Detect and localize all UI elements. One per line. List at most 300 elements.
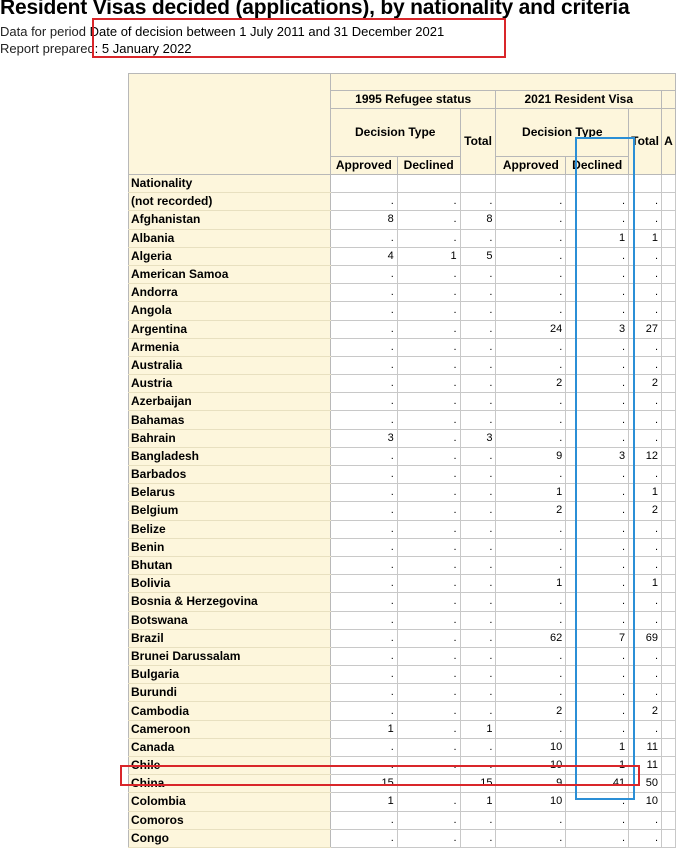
value-cell: .: [629, 684, 662, 702]
value-cell: .: [330, 265, 397, 283]
value-cell: .: [330, 738, 397, 756]
value-cell-partial: [662, 775, 676, 793]
value-cell: .: [330, 484, 397, 502]
table-row: [129, 829, 676, 847]
nationality-cell: Belarus: [129, 484, 331, 502]
value-cell: 1: [330, 720, 397, 738]
value-cell: .: [330, 593, 397, 611]
report-title: Resident Visas decided (applications), by nationality and criteria: [0, 0, 630, 19]
value-cell: .: [460, 229, 496, 247]
value-cell: .: [629, 666, 662, 684]
value-cell: .: [460, 484, 496, 502]
value-cell-partial: [662, 265, 676, 283]
value-cell: .: [629, 338, 662, 356]
value-cell: .: [397, 393, 460, 411]
value-cell: .: [629, 611, 662, 629]
nationality-cell: Congo: [129, 829, 331, 847]
value-cell: .: [330, 356, 397, 374]
value-cell: .: [629, 593, 662, 611]
value-cell: .: [330, 375, 397, 393]
value-cell-partial: [662, 720, 676, 738]
value-cell: .: [397, 484, 460, 502]
value-cell: 3: [330, 429, 397, 447]
value-cell: .: [397, 611, 460, 629]
value-cell: 10: [496, 793, 566, 811]
value-cell: .: [566, 793, 629, 811]
value-cell-partial: [662, 302, 676, 320]
period-value: Date of decision between 1 July 2011 and 31 December 2021: [89, 24, 445, 39]
value-cell-partial: [662, 647, 676, 665]
nationality-cell: Algeria: [129, 247, 331, 265]
value-cell: .: [566, 811, 629, 829]
value-cell-partial: [662, 593, 676, 611]
value-cell: .: [397, 520, 460, 538]
value-cell: .: [496, 593, 566, 611]
value-cell-partial: [662, 393, 676, 411]
value-cell-partial: [662, 811, 676, 829]
value-cell-partial: [662, 611, 676, 629]
nationality-cell: Austria: [129, 375, 331, 393]
declined-header-2: Declined: [566, 156, 629, 174]
header-corner: [129, 74, 331, 175]
nationality-cell: Bhutan: [129, 556, 331, 574]
value-cell: 8: [460, 211, 496, 229]
value-cell: .: [496, 393, 566, 411]
value-cell: .: [566, 666, 629, 684]
value-cell-partial: [662, 338, 676, 356]
value-cell-partial: [662, 211, 676, 229]
value-cell: .: [397, 829, 460, 847]
approved-header-2: Approved: [496, 156, 566, 174]
value-cell: .: [629, 829, 662, 847]
total-header-2: Total: [629, 109, 662, 175]
nationality-cell: Brazil: [129, 629, 331, 647]
value-cell-partial: [662, 684, 676, 702]
value-cell: 1: [629, 229, 662, 247]
value-cell: .: [460, 629, 496, 647]
value-cell: .: [496, 429, 566, 447]
value-cell: .: [496, 666, 566, 684]
value-cell: .: [566, 356, 629, 374]
value-cell: .: [496, 302, 566, 320]
value-cell: 2: [496, 375, 566, 393]
value-cell: .: [460, 829, 496, 847]
value-cell: .: [397, 811, 460, 829]
value-cell: .: [397, 593, 460, 611]
nationality-cell: Armenia: [129, 338, 331, 356]
value-cell: .: [566, 593, 629, 611]
value-cell: 10: [496, 738, 566, 756]
china-row-highlight-box: [120, 765, 640, 786]
value-cell: .: [460, 447, 496, 465]
value-cell: .: [496, 284, 566, 302]
value-cell: .: [330, 647, 397, 665]
value-cell: .: [330, 338, 397, 356]
value-cell: 15: [460, 775, 496, 793]
nationality-cell: Barbados: [129, 466, 331, 484]
nationality-cell: Bangladesh: [129, 447, 331, 465]
value-cell: .: [460, 757, 496, 775]
value-cell: .: [330, 611, 397, 629]
value-cell-partial: [662, 757, 676, 775]
value-cell: 8: [330, 211, 397, 229]
value-cell-partial: [662, 429, 676, 447]
value-cell: .: [566, 284, 629, 302]
group-header-resident: 2021 Resident Visa: [496, 91, 662, 109]
value-cell: .: [629, 193, 662, 211]
value-cell: .: [397, 757, 460, 775]
value-cell: 1: [629, 484, 662, 502]
value-cell: .: [460, 502, 496, 520]
value-cell: .: [460, 611, 496, 629]
value-cell: 11: [629, 757, 662, 775]
value-cell: .: [397, 211, 460, 229]
period-label: Data for period: [0, 24, 86, 39]
value-cell: .: [566, 411, 629, 429]
value-cell: .: [397, 538, 460, 556]
period-highlight-box: [89, 18, 506, 58]
decision-type-header-1: Decision Type: [330, 109, 460, 157]
value-cell: .: [330, 302, 397, 320]
value-cell: .: [330, 538, 397, 556]
value-cell-partial: [662, 447, 676, 465]
value-cell: .: [629, 466, 662, 484]
value-cell: .: [397, 193, 460, 211]
nationality-cell: Azerbaijan: [129, 393, 331, 411]
value-cell: .: [629, 211, 662, 229]
value-cell: .: [460, 193, 496, 211]
nationality-cell: Afghanistan: [129, 211, 331, 229]
value-cell-partial: [662, 247, 676, 265]
value-cell: .: [496, 338, 566, 356]
value-cell: .: [460, 702, 496, 720]
value-cell: 2: [629, 702, 662, 720]
value-cell-partial: [662, 738, 676, 756]
value-cell-partial: [662, 702, 676, 720]
nationality-cell: China: [129, 775, 331, 793]
value-cell: .: [460, 593, 496, 611]
value-cell: .: [629, 556, 662, 574]
value-cell: .: [566, 556, 629, 574]
value-cell: .: [629, 647, 662, 665]
value-cell: .: [397, 375, 460, 393]
value-cell: .: [460, 647, 496, 665]
value-cell: .: [460, 684, 496, 702]
value-cell: .: [496, 247, 566, 265]
value-cell: .: [496, 411, 566, 429]
value-cell: .: [566, 702, 629, 720]
value-cell: .: [496, 193, 566, 211]
value-cell-partial: [662, 520, 676, 538]
value-cell: .: [397, 466, 460, 484]
value-cell: .: [460, 575, 496, 593]
value-cell: .: [460, 538, 496, 556]
nationality-cell: Belize: [129, 520, 331, 538]
value-cell: 1: [460, 720, 496, 738]
value-cell: .: [496, 611, 566, 629]
value-cell: .: [397, 738, 460, 756]
value-cell: 41: [566, 775, 629, 793]
value-cell: .: [460, 811, 496, 829]
value-cell: .: [566, 338, 629, 356]
decision-type-header-2: Decision Type: [496, 109, 629, 157]
value-cell: .: [566, 520, 629, 538]
nationality-cell: Botswana: [129, 611, 331, 629]
value-cell: .: [397, 338, 460, 356]
value-cell: .: [330, 193, 397, 211]
approved-header-1: Approved: [330, 156, 397, 174]
value-cell: 2: [496, 702, 566, 720]
value-cell-partial: [662, 666, 676, 684]
value-cell: .: [397, 647, 460, 665]
value-cell: 2: [496, 502, 566, 520]
value-cell: .: [397, 666, 460, 684]
group-header-next: [662, 91, 676, 109]
value-cell: .: [397, 556, 460, 574]
value-cell: .: [397, 302, 460, 320]
value-cell: .: [460, 556, 496, 574]
value-cell: .: [566, 302, 629, 320]
value-cell: .: [629, 302, 662, 320]
value-cell: .: [330, 684, 397, 702]
nationality-cell: Cambodia: [129, 702, 331, 720]
value-cell-partial: [662, 502, 676, 520]
report-label: Report prepared: [0, 41, 95, 56]
nationality-cell: Burundi: [129, 684, 331, 702]
value-cell: .: [397, 229, 460, 247]
value-cell: 27: [629, 320, 662, 338]
value-cell: .: [460, 666, 496, 684]
value-cell-partial: [662, 193, 676, 211]
value-cell: .: [397, 629, 460, 647]
value-cell: 1: [496, 484, 566, 502]
value-cell: .: [397, 320, 460, 338]
value-cell: 1: [566, 757, 629, 775]
value-cell: .: [330, 702, 397, 720]
value-cell: 12: [629, 447, 662, 465]
value-cell: .: [566, 466, 629, 484]
group-header-refugee: 1995 Refugee status: [330, 91, 496, 109]
value-cell: .: [330, 393, 397, 411]
value-cell: .: [629, 411, 662, 429]
report-line: Report prepared: 5 January 2022: [0, 41, 192, 56]
value-cell: 1: [330, 793, 397, 811]
value-cell: 10: [496, 757, 566, 775]
value-cell: .: [460, 375, 496, 393]
value-cell: 1: [629, 575, 662, 593]
value-cell: .: [460, 411, 496, 429]
value-cell: .: [460, 393, 496, 411]
table-row: [129, 811, 676, 829]
nationality-cell: Canada: [129, 738, 331, 756]
value-cell: 3: [566, 320, 629, 338]
value-cell: .: [566, 375, 629, 393]
value-cell: 3: [566, 447, 629, 465]
nationality-cell: Angola: [129, 302, 331, 320]
value-cell: .: [566, 575, 629, 593]
value-cell: .: [566, 611, 629, 629]
value-cell: .: [330, 520, 397, 538]
value-cell: 9: [496, 447, 566, 465]
total-header-1: Total: [460, 109, 496, 175]
value-cell: .: [397, 411, 460, 429]
value-cell: .: [330, 284, 397, 302]
value-cell: .: [397, 775, 460, 793]
value-cell: .: [566, 193, 629, 211]
value-cell: 2: [629, 502, 662, 520]
value-cell: .: [330, 229, 397, 247]
value-cell: .: [629, 811, 662, 829]
value-cell: .: [566, 247, 629, 265]
value-cell: .: [629, 720, 662, 738]
value-cell-partial: [662, 320, 676, 338]
value-cell-partial: [662, 629, 676, 647]
value-cell: 24: [496, 320, 566, 338]
value-cell: .: [460, 302, 496, 320]
value-cell: 2: [629, 375, 662, 393]
value-cell: .: [397, 429, 460, 447]
value-cell: .: [397, 575, 460, 593]
value-cell: 10: [629, 793, 662, 811]
nationality-cell: Cameroon: [129, 720, 331, 738]
value-cell: .: [566, 484, 629, 502]
value-cell: .: [629, 520, 662, 538]
value-cell: .: [566, 393, 629, 411]
value-cell: .: [566, 647, 629, 665]
value-cell: 1: [460, 793, 496, 811]
value-cell: .: [460, 738, 496, 756]
nationality-cell: Argentina: [129, 320, 331, 338]
value-cell: .: [629, 429, 662, 447]
value-cell: .: [330, 447, 397, 465]
next-col-header: A: [662, 109, 676, 175]
value-cell: .: [330, 556, 397, 574]
report-value: 5 January 2022: [101, 41, 192, 56]
value-cell: 1: [566, 738, 629, 756]
value-cell-partial: [662, 411, 676, 429]
value-cell-partial: [662, 375, 676, 393]
value-cell: .: [460, 520, 496, 538]
nationality-cell: Bahrain: [129, 429, 331, 447]
top-band: [330, 74, 675, 91]
value-cell-partial: [662, 793, 676, 811]
value-cell: .: [397, 793, 460, 811]
value-cell: 15: [330, 775, 397, 793]
nationality-cell: Belgium: [129, 502, 331, 520]
value-cell-partial: [662, 538, 676, 556]
value-cell: .: [330, 320, 397, 338]
nationality-header: Nationality: [129, 175, 331, 193]
nationality-cell: Albania: [129, 229, 331, 247]
value-cell: 5: [460, 247, 496, 265]
value-cell: .: [496, 829, 566, 847]
value-cell: .: [460, 284, 496, 302]
value-cell: .: [566, 829, 629, 847]
value-cell: .: [629, 284, 662, 302]
value-cell: .: [397, 447, 460, 465]
value-cell: .: [629, 247, 662, 265]
declined-column-highlight-box: [575, 137, 635, 800]
nationality-cell: Brunei Darussalam: [129, 647, 331, 665]
nationality-cell: Benin: [129, 538, 331, 556]
nationality-cell: Comoros: [129, 811, 331, 829]
value-cell: .: [330, 757, 397, 775]
top-band-row: [129, 74, 676, 91]
value-cell: .: [496, 811, 566, 829]
value-cell: .: [330, 811, 397, 829]
value-cell: 11: [629, 738, 662, 756]
value-cell: 69: [629, 629, 662, 647]
value-cell: 50: [629, 775, 662, 793]
value-cell: .: [330, 411, 397, 429]
value-cell: .: [397, 356, 460, 374]
nationality-cell: American Samoa: [129, 265, 331, 283]
nationality-cell: Bahamas: [129, 411, 331, 429]
value-cell: .: [566, 211, 629, 229]
declined-header-1: Declined: [397, 156, 460, 174]
value-cell: .: [460, 356, 496, 374]
value-cell: .: [496, 720, 566, 738]
value-cell: .: [460, 466, 496, 484]
nationality-cell: Andorra: [129, 284, 331, 302]
value-cell: .: [496, 520, 566, 538]
value-cell: .: [496, 356, 566, 374]
value-cell: .: [330, 575, 397, 593]
value-cell: .: [460, 320, 496, 338]
nationality-cell: Bosnia & Herzegovina: [129, 593, 331, 611]
value-cell-partial: [662, 284, 676, 302]
value-cell: .: [566, 429, 629, 447]
value-cell: 4: [330, 247, 397, 265]
value-cell: .: [566, 684, 629, 702]
value-cell: .: [460, 265, 496, 283]
value-cell: .: [397, 702, 460, 720]
value-cell: .: [496, 229, 566, 247]
value-cell: .: [330, 502, 397, 520]
value-cell: .: [397, 284, 460, 302]
value-cell-partial: [662, 229, 676, 247]
value-cell: .: [496, 265, 566, 283]
value-cell: .: [496, 647, 566, 665]
value-cell: .: [330, 629, 397, 647]
value-cell: .: [629, 393, 662, 411]
value-cell: .: [330, 666, 397, 684]
value-cell: 3: [460, 429, 496, 447]
value-cell-partial: [662, 556, 676, 574]
value-cell: 1: [566, 229, 629, 247]
value-cell: .: [496, 538, 566, 556]
value-cell: 9: [496, 775, 566, 793]
nationality-cell: Chile: [129, 757, 331, 775]
value-cell-partial: [662, 356, 676, 374]
value-cell-partial: [662, 484, 676, 502]
value-cell: .: [397, 720, 460, 738]
value-cell: .: [397, 265, 460, 283]
value-cell: .: [496, 556, 566, 574]
value-cell-partial: [662, 466, 676, 484]
value-cell-partial: [662, 575, 676, 593]
nationality-cell: (not recorded): [129, 193, 331, 211]
value-cell: .: [330, 466, 397, 484]
value-cell: 1: [397, 247, 460, 265]
value-cell: .: [496, 466, 566, 484]
value-cell: .: [460, 338, 496, 356]
value-cell-partial: [662, 829, 676, 847]
value-cell: .: [397, 684, 460, 702]
value-cell: 62: [496, 629, 566, 647]
value-cell: .: [566, 502, 629, 520]
nationality-cell: Australia: [129, 356, 331, 374]
